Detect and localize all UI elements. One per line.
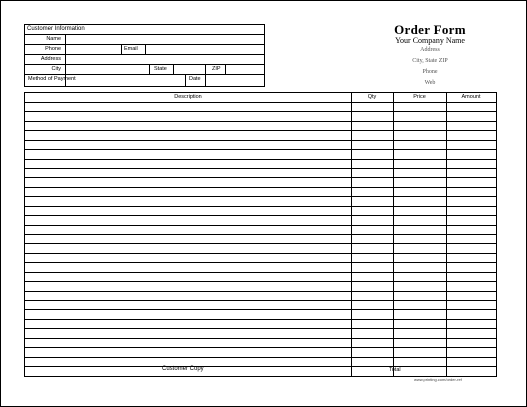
customer-info-heading: Customer Information <box>27 26 85 32</box>
divider <box>121 44 122 54</box>
total-field[interactable] <box>421 367 473 376</box>
email-label: Email <box>124 46 138 52</box>
table-row-line <box>25 177 496 178</box>
table-row-line <box>25 338 496 339</box>
company-name: Your Company Name <box>395 36 465 45</box>
customer-information-box <box>24 24 265 87</box>
table-row-line <box>25 291 496 292</box>
state-label: State <box>154 66 167 72</box>
name-field[interactable] <box>66 35 264 43</box>
table-row-line <box>25 328 496 329</box>
table-row-line <box>25 168 496 169</box>
date-label: Date <box>189 76 201 82</box>
table-row-line <box>25 187 496 188</box>
divider <box>149 64 150 74</box>
table-row-line <box>25 281 496 282</box>
table-row-line <box>25 347 496 348</box>
divider <box>185 74 186 87</box>
table-row-line <box>25 215 496 216</box>
amount-column-header: Amount <box>461 94 481 100</box>
table-row-line <box>25 130 496 131</box>
table-row-line <box>25 121 496 122</box>
table-row-line <box>25 319 496 320</box>
table-row-line <box>25 357 496 358</box>
phone-field[interactable] <box>66 45 120 53</box>
company-web: Web <box>424 80 436 86</box>
email-field[interactable] <box>146 45 264 53</box>
price-column-header: Price <box>413 94 426 100</box>
payment-method-field[interactable] <box>66 75 184 86</box>
payment-method-label: Method of Payment <box>28 76 76 82</box>
qty-column-header: Qty <box>367 94 377 100</box>
table-row-line <box>25 234 496 235</box>
customer-copy-label: Customer Copy <box>162 366 204 372</box>
divider <box>205 64 206 74</box>
table-row-line <box>25 111 496 112</box>
company-phone: Phone <box>422 69 438 75</box>
table-row-line <box>25 272 496 273</box>
description-column-header: Description <box>174 94 202 100</box>
company-address: Address <box>420 47 440 53</box>
table-row-line <box>25 206 496 207</box>
table-row-line <box>25 243 496 244</box>
zip-field[interactable] <box>226 65 264 73</box>
date-field[interactable] <box>206 75 264 86</box>
table-row-line <box>25 225 496 226</box>
table-row-line <box>25 253 496 254</box>
city-label: City <box>51 66 61 72</box>
order-items-table <box>24 92 497 377</box>
table-row-line <box>25 262 496 263</box>
address-label: Address <box>40 56 61 62</box>
table-row-line <box>25 149 496 150</box>
state-field[interactable] <box>174 65 204 73</box>
city-field[interactable] <box>66 65 148 73</box>
form-title: Order Form <box>394 22 466 37</box>
phone-label: Phone <box>45 46 61 52</box>
table-row-line <box>25 300 496 301</box>
name-label: Name <box>46 36 61 42</box>
table-row-line <box>25 140 496 141</box>
table-row-line <box>25 159 496 160</box>
form-number: www.printing.com/order-ref <box>414 377 462 382</box>
table-row-line <box>25 196 496 197</box>
table-row-line <box>25 309 496 310</box>
address-field[interactable] <box>66 55 264 63</box>
company-city-state-zip: City, State ZIP <box>412 58 448 64</box>
zip-label: ZIP <box>212 66 221 72</box>
table-row-line <box>25 102 496 103</box>
total-label: Total <box>389 367 401 373</box>
